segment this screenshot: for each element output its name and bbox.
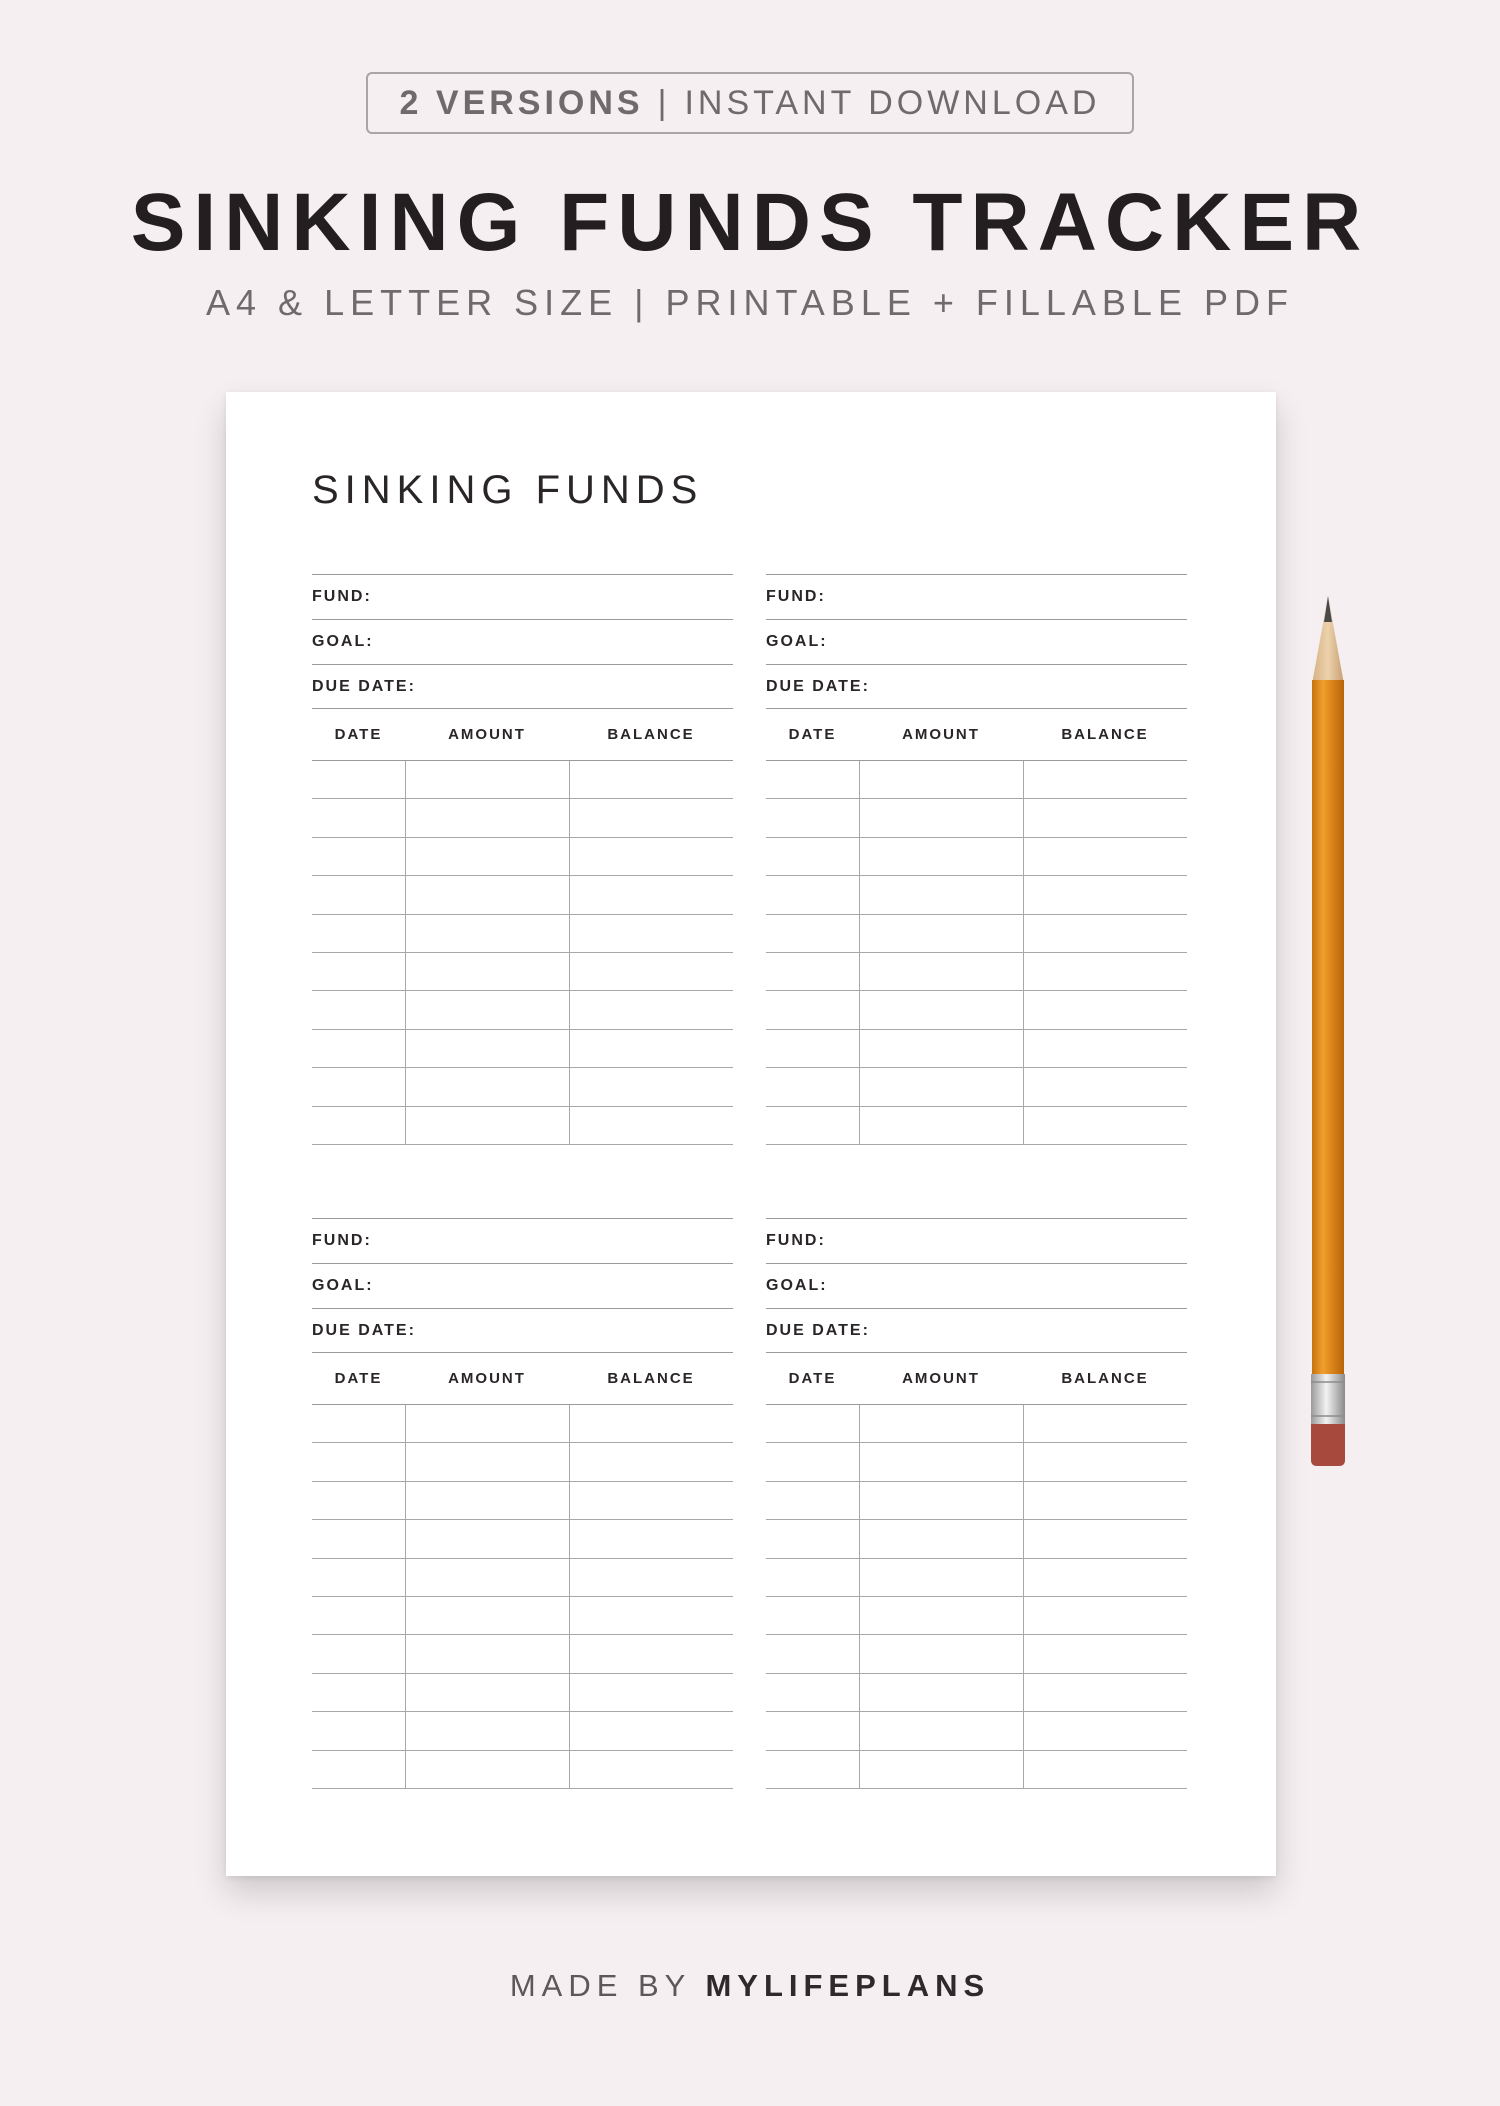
- column-divider: [859, 1405, 860, 1789]
- column-divider: [405, 761, 406, 1145]
- table-row[interactable]: [766, 1559, 1187, 1597]
- table-row[interactable]: [766, 1597, 1187, 1635]
- goal-field[interactable]: [766, 619, 1187, 664]
- due-date-field[interactable]: [312, 1308, 733, 1353]
- planner-sheet: [226, 392, 1276, 1876]
- fund-field[interactable]: [312, 574, 733, 619]
- due-date-label: DUE DATE:: [312, 677, 416, 695]
- column-divider: [859, 761, 860, 1145]
- table-row[interactable]: [766, 838, 1187, 876]
- footer-made-by: MADE BY: [509, 1968, 691, 2003]
- table-row[interactable]: [312, 1107, 733, 1145]
- table-row[interactable]: [312, 838, 733, 876]
- table-row[interactable]: [312, 799, 733, 837]
- table-row[interactable]: [766, 991, 1187, 1029]
- goal-label: GOAL:: [766, 1277, 828, 1294]
- table-header: [312, 1353, 733, 1405]
- column-amount: AMOUNT: [448, 1370, 526, 1387]
- footer-brand: MYLIFEPLANS: [705, 1968, 991, 2003]
- table-row[interactable]: [766, 876, 1187, 914]
- table-row[interactable]: [312, 1559, 733, 1597]
- table-row[interactable]: [766, 1674, 1187, 1712]
- table-row[interactable]: [312, 915, 733, 953]
- badge-download-text: INSTANT DOWNLOAD: [684, 83, 1101, 122]
- goal-field[interactable]: [312, 1263, 733, 1308]
- column-balance: BALANCE: [1061, 726, 1149, 743]
- entry-grid[interactable]: [766, 761, 1187, 1145]
- page-subtitle: A4 & LETTER SIZE | PRINTABLE + FILLABLE PDF: [206, 282, 1294, 323]
- column-divider: [1023, 1405, 1024, 1789]
- column-date: DATE: [788, 726, 837, 743]
- table-row[interactable]: [312, 1030, 733, 1068]
- table-header: [312, 709, 733, 761]
- table-row[interactable]: [766, 1068, 1187, 1106]
- table-row[interactable]: [766, 915, 1187, 953]
- table-row[interactable]: [766, 1443, 1187, 1481]
- table-row[interactable]: [766, 1520, 1187, 1558]
- goal-label: GOAL:: [766, 633, 828, 650]
- fund-label: FUND:: [766, 588, 826, 605]
- fund-label: FUND:: [766, 1232, 826, 1249]
- goal-field[interactable]: [766, 1263, 1187, 1308]
- column-date: DATE: [788, 1370, 837, 1387]
- goal-label: GOAL:: [312, 1277, 374, 1294]
- table-row[interactable]: [312, 953, 733, 991]
- table-row[interactable]: [766, 799, 1187, 837]
- column-divider: [569, 761, 570, 1145]
- sheet-title: SINKING FUNDS: [312, 468, 704, 512]
- table-row[interactable]: [312, 1712, 733, 1750]
- versions-badge: [366, 72, 1134, 134]
- fund-field[interactable]: [766, 1218, 1187, 1263]
- entry-grid[interactable]: [312, 1405, 733, 1789]
- badge-separator: |: [657, 83, 671, 122]
- table-row[interactable]: [312, 1405, 733, 1443]
- fund-block: [312, 1218, 733, 1790]
- due-date-field[interactable]: [766, 1308, 1187, 1353]
- table-row[interactable]: [766, 1030, 1187, 1068]
- table-row[interactable]: [766, 1635, 1187, 1673]
- fund-block: [766, 574, 1187, 1146]
- table-row[interactable]: [312, 876, 733, 914]
- table-row[interactable]: [766, 1405, 1187, 1443]
- table-row[interactable]: [312, 1751, 733, 1789]
- table-row[interactable]: [312, 991, 733, 1029]
- column-divider: [569, 1405, 570, 1789]
- fund-label: FUND:: [312, 588, 372, 605]
- badge-versions-text: 2 VERSIONS: [399, 83, 644, 122]
- due-date-field[interactable]: [766, 664, 1187, 709]
- fund-field[interactable]: [312, 1218, 733, 1263]
- table-row[interactable]: [766, 1482, 1187, 1520]
- pencil-image: [1300, 596, 1356, 1468]
- fund-block: [766, 1218, 1187, 1790]
- fund-label: FUND:: [312, 1232, 372, 1249]
- footer-credit: [0, 1968, 1500, 2004]
- column-balance: BALANCE: [607, 1370, 695, 1387]
- table-row[interactable]: [766, 1751, 1187, 1789]
- page-title: SINKING FUNDS TRACKER: [130, 177, 1370, 268]
- column-balance: BALANCE: [1061, 1370, 1149, 1387]
- table-row[interactable]: [766, 1712, 1187, 1750]
- table-row[interactable]: [766, 1107, 1187, 1145]
- table-row[interactable]: [766, 761, 1187, 799]
- column-amount: AMOUNT: [448, 726, 526, 743]
- table-row[interactable]: [312, 1635, 733, 1673]
- table-row[interactable]: [766, 953, 1187, 991]
- table-row[interactable]: [312, 761, 733, 799]
- table-row[interactable]: [312, 1520, 733, 1558]
- column-balance: BALANCE: [607, 726, 695, 743]
- fund-field[interactable]: [766, 574, 1187, 619]
- table-header: [766, 709, 1187, 761]
- due-date-field[interactable]: [312, 664, 733, 709]
- column-amount: AMOUNT: [902, 726, 980, 743]
- table-row[interactable]: [312, 1068, 733, 1106]
- due-date-label: DUE DATE:: [312, 1321, 416, 1339]
- goal-label: GOAL:: [312, 633, 374, 650]
- table-row[interactable]: [312, 1482, 733, 1520]
- table-row[interactable]: [312, 1597, 733, 1635]
- due-date-label: DUE DATE:: [766, 677, 870, 695]
- table-row[interactable]: [312, 1674, 733, 1712]
- entry-grid[interactable]: [312, 761, 733, 1145]
- table-header: [766, 1353, 1187, 1405]
- column-date: DATE: [334, 1370, 383, 1387]
- entry-grid[interactable]: [766, 1405, 1187, 1789]
- column-divider: [1023, 761, 1024, 1145]
- due-date-label: DUE DATE:: [766, 1321, 870, 1339]
- table-row[interactable]: [312, 1443, 733, 1481]
- column-divider: [405, 1405, 406, 1789]
- column-amount: AMOUNT: [902, 1370, 980, 1387]
- fund-block: [312, 574, 733, 1146]
- column-date: DATE: [334, 726, 383, 743]
- goal-field[interactable]: [312, 619, 733, 664]
